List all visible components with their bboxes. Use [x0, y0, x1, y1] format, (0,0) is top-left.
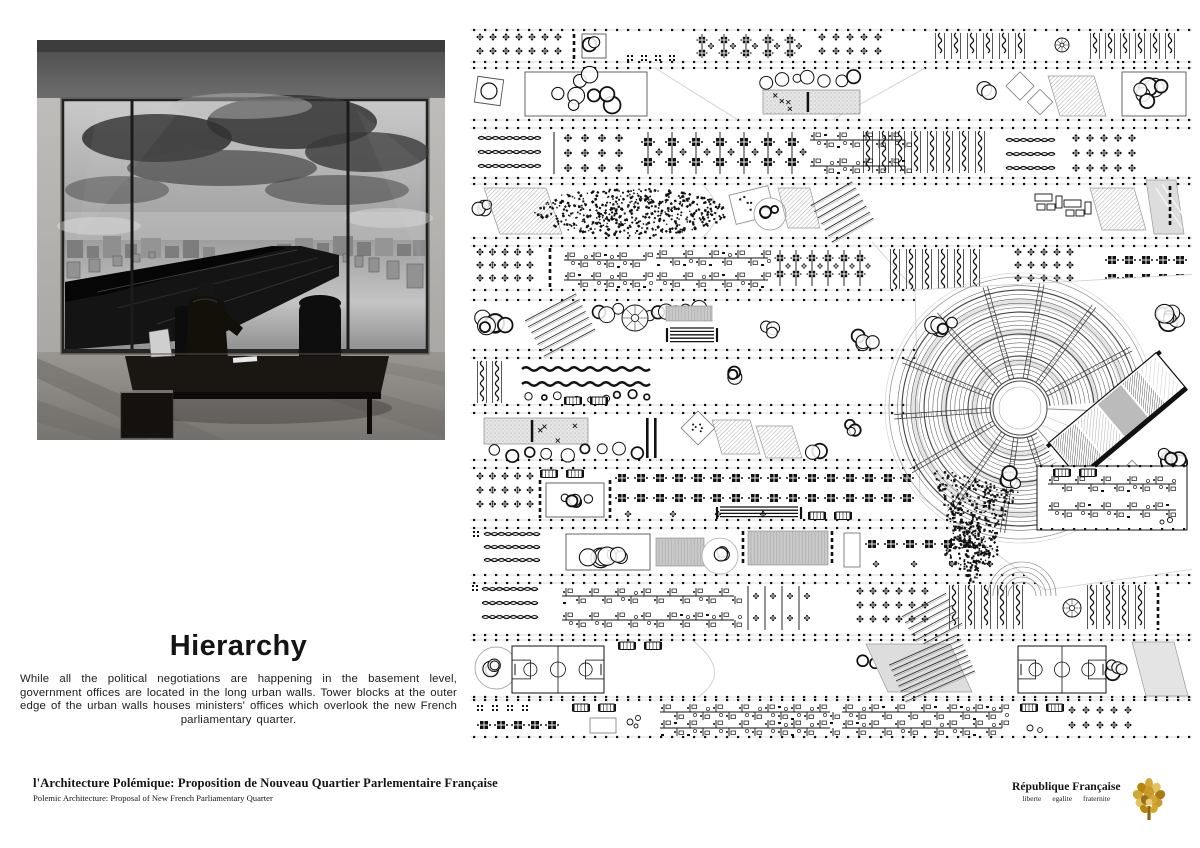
- section-heading: Hierarchy: [169, 630, 308, 662]
- motto-word: egalite: [1052, 794, 1073, 803]
- site-plan-drawing: [470, 28, 1192, 740]
- se-office-building: [1037, 465, 1187, 530]
- motto-word: fraternite: [1083, 794, 1111, 803]
- site-plan: [470, 28, 1192, 740]
- motto-word: liberte: [1022, 794, 1042, 803]
- window: [57, 93, 433, 353]
- motto: [1012, 794, 1121, 803]
- project-title-en: Polemic Architecture: Proposal of New French Parliamentary Quarter: [33, 793, 273, 803]
- section-body: While all the political negotiations are happening in the basement level, government offices are located in the long urban walls. Tower blocks at the outer edge of the urban walls houses ministers' offices which overlook the new French parliamentary quarter.: [20, 673, 457, 726]
- republique-francaise-block: [1012, 776, 1169, 824]
- agency-name: République Française: [1012, 780, 1121, 793]
- gold-laurel-emblem-icon: [1129, 776, 1169, 824]
- section-text: [20, 630, 457, 727]
- project-title-fr: l'Architecture Polémique: Proposition de Nouveau Quartier Parlementaire Française: [33, 776, 498, 790]
- project-caption: [33, 776, 498, 803]
- window-sill: [63, 349, 427, 353]
- office-render-photo: [37, 40, 445, 440]
- laptop: [149, 329, 172, 357]
